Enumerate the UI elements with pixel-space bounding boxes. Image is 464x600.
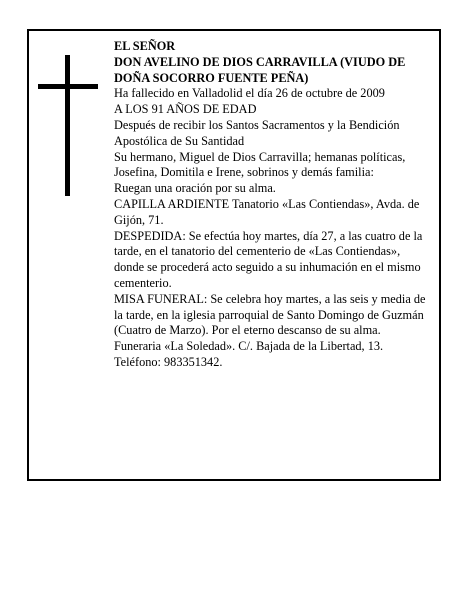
funeral-mass-info: MISA FUNERAL: Se celebra hoy martes, a las seis y media de la tarde, en la iglesia parroquial de Santo Domingo de Guzmán (Cuatro de Marzo). Por el eterno descanso de su alma.: [114, 291, 426, 338]
cross-vertical-bar: [65, 55, 70, 196]
prayer-request: Ruegan una oración por su alma.: [114, 181, 276, 196]
family-line: Su hermano, Miguel de Dios Carravilla; hemanas políticas, Josefina, Domitila e Irene, sobrinos y demás familia:: [114, 149, 406, 180]
funeral-home-info: Funeraria «La Soledad». C/. Bajada de la Libertad, 13. Teléfono: 983351342.: [114, 339, 384, 369]
sacraments-line: Después de recibir los Santos Sacramentos y la Bendición Apostólica de Su Santidad: [114, 117, 400, 148]
obituary-text: [114, 39, 432, 371]
obituary-title: EL SEÑOR: [114, 39, 176, 53]
cross-horizontal-bar: [38, 84, 98, 89]
farewell-info: DESPEDIDA: Se efectúa hoy martes, día 27, a las cuatro de la tarde, en el tanatorio del cementerio de «Las Contiendas», donde se procederá acto seguido a su inhumación en el mismo cementerio.: [114, 228, 423, 290]
death-notice: Ha fallecido en Valladolid el día 26 de octubre de 2009: [114, 86, 385, 101]
age-line: A LOS 91 AÑOS DE EDAD: [114, 102, 257, 117]
deceased-name: DON AVELINO DE DIOS CARRAVILLA (VIUDO DE DOÑA SOCORRO FUENTE PEÑA): [114, 54, 406, 85]
chapel-info: CAPILLA ARDIENTE Tanatorio «Las Contiendas», Avda. de Gijón, 71.: [114, 196, 420, 227]
